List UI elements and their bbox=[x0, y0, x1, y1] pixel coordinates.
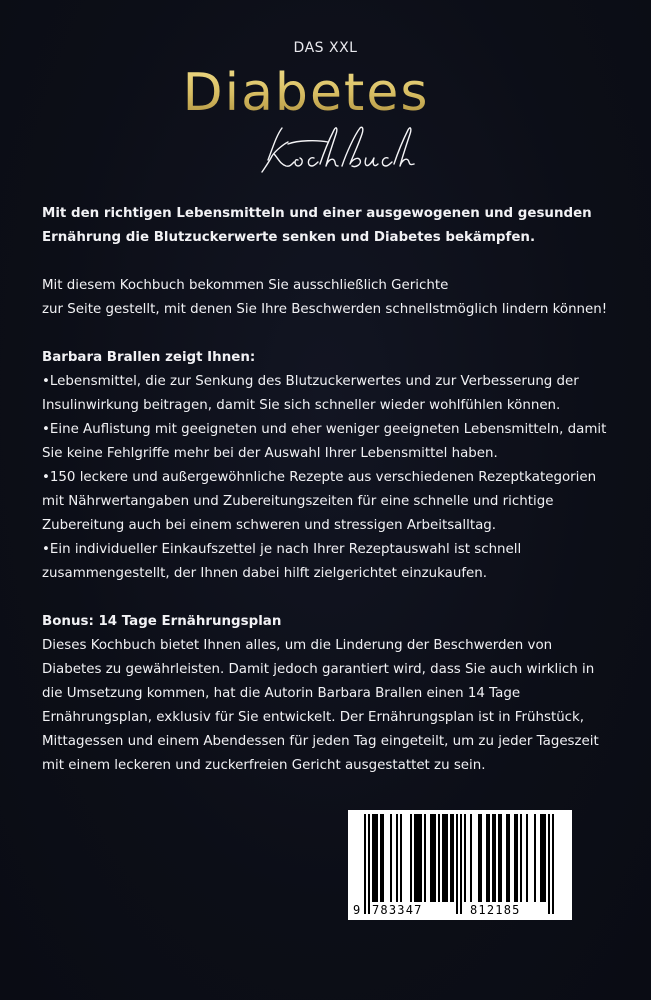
barcode-bar bbox=[500, 814, 502, 902]
barcode-bar bbox=[456, 814, 458, 914]
section-heading: Barbara Brallen zeigt Ihnen: bbox=[42, 350, 256, 365]
barcode-bar bbox=[420, 814, 422, 902]
barcode-bar bbox=[470, 814, 472, 902]
barcode-bar bbox=[400, 814, 402, 902]
barcode-bar bbox=[438, 814, 440, 902]
barcode-bar bbox=[444, 814, 446, 902]
barcode-bar bbox=[396, 814, 398, 902]
barcode-bar bbox=[494, 814, 496, 902]
barcode-bar bbox=[534, 814, 536, 902]
back-cover-text bbox=[42, 202, 612, 778]
barcode-bar bbox=[364, 814, 366, 914]
cover-title-block bbox=[0, 0, 651, 190]
barcode-bar bbox=[414, 814, 416, 902]
bullet-item: •Lebensmittel, die zur Senkung des Blutzuckerwertes und zur Verbesserung der Insulinwirkung beitragen, damit Sie sich schneller wieder wohlfühlen können. bbox=[42, 374, 579, 413]
barcode-digit-first: 9 bbox=[353, 903, 361, 917]
barcode-bar bbox=[514, 814, 516, 902]
kochbuch-script-logo bbox=[258, 120, 458, 190]
barcode-bar bbox=[540, 814, 542, 902]
barcode-bar bbox=[382, 814, 384, 902]
lead-paragraph: Mit den richtigen Lebensmitteln und einer ausgewogenen und gesunden Ernährung die Blutzuckerwerte senken und Diabetes bekämpfen. bbox=[42, 206, 592, 245]
barcode-bar bbox=[450, 814, 452, 902]
intro-line-1: Mit diesem Kochbuch bekommen Sie ausschließlich Gerichte bbox=[42, 278, 449, 293]
barcode-bar bbox=[430, 814, 432, 902]
barcode-bar bbox=[486, 814, 488, 902]
barcode-bar bbox=[416, 814, 418, 902]
intro-line-2: zur Seite gestellt, mit denen Sie Ihre Beschwerden schnellstmöglich lindern können! bbox=[42, 302, 608, 317]
spacer bbox=[42, 250, 612, 274]
spacer bbox=[42, 586, 612, 610]
barcode-bar bbox=[478, 814, 480, 902]
bullet-item: •Eine Auflistung mit geeigneten und eher weniger geeigneten Lebensmitteln, damit Sie keine Fehlgriffe mehr bei der Auswahl Ihrer Lebensmittel haben. bbox=[42, 422, 607, 461]
barcode-bar bbox=[410, 814, 412, 902]
barcode-bar bbox=[452, 814, 454, 902]
bullet-item: •Ein individueller Einkaufszettel je nach Ihrer Rezeptauswahl ist schnell zusammengestellt, der Ihnen dabei hilft zielgerichtet einzukaufen. bbox=[42, 542, 522, 581]
barcode-bar bbox=[372, 814, 374, 902]
barcode-digits-right: 812185 bbox=[470, 903, 521, 917]
barcode-bar bbox=[516, 814, 518, 902]
barcode-bar bbox=[376, 814, 378, 902]
barcode-bar bbox=[446, 814, 448, 902]
book-title-logo bbox=[0, 62, 651, 124]
barcode-bar bbox=[464, 814, 466, 902]
barcode-bar bbox=[526, 814, 528, 902]
barcode-bar bbox=[418, 814, 420, 902]
barcode-bar bbox=[506, 814, 508, 902]
barcode-bar bbox=[552, 814, 554, 914]
barcode-bar bbox=[380, 814, 382, 902]
barcode-bar bbox=[480, 814, 482, 902]
barcode-digits-left: 783347 bbox=[372, 903, 423, 917]
isbn-barcode bbox=[348, 810, 572, 920]
barcode-bar bbox=[492, 814, 494, 902]
title-kicker: DAS XXL bbox=[293, 40, 358, 56]
barcode-bar bbox=[520, 814, 522, 902]
bullet-item: •150 leckere und außergewöhnliche Rezepte aus verschiedenen Rezeptkategorien mit Nährwertangaben und Zubereitungszeiten für eine schnelle und richtige Zubereitung auch bei einem schweren und stressigen Arbeitsalltag. bbox=[42, 470, 597, 533]
barcode-bar bbox=[374, 814, 376, 902]
barcode-bar bbox=[488, 814, 490, 902]
bonus-heading: Bonus: 14 Tage Ernährungsplan bbox=[42, 614, 282, 629]
barcode-bar bbox=[498, 814, 500, 902]
bonus-paragraph: Dieses Kochbuch bietet Ihnen alles, um die Linderung der Beschwerden von Diabetes zu gewährleisten. Damit jedoch garantiert wird, dass Sie auch wirklich in die Umsetzung kommen, hat die Autorin Barbara Brallen einen 14 Tage Ernährungsplan, exklusiv für Sie entwickelt. Der Ernährungsplan ist in Frühstück, Mittagessen und einem Abendessen für jeden Tag eingeteilt, um zu jeder Tageszeit mit einem leckeren und zuckerfreien Gericht ausgestattet zu sein. bbox=[42, 638, 599, 773]
barcode-bar bbox=[390, 814, 392, 902]
barcode-bar bbox=[368, 814, 370, 914]
barcode-bar bbox=[434, 814, 436, 902]
book-title-text: Diabetes bbox=[182, 63, 430, 123]
barcode-bar bbox=[508, 814, 510, 902]
barcode-bar bbox=[544, 814, 546, 902]
barcode-bar bbox=[432, 814, 434, 902]
barcode-bar bbox=[442, 814, 444, 902]
barcode-bar bbox=[542, 814, 544, 902]
spacer bbox=[42, 322, 612, 346]
barcode-bar bbox=[548, 814, 550, 914]
barcode-bar bbox=[460, 814, 462, 914]
barcode-digits bbox=[348, 903, 572, 919]
barcode-bar bbox=[424, 814, 426, 902]
